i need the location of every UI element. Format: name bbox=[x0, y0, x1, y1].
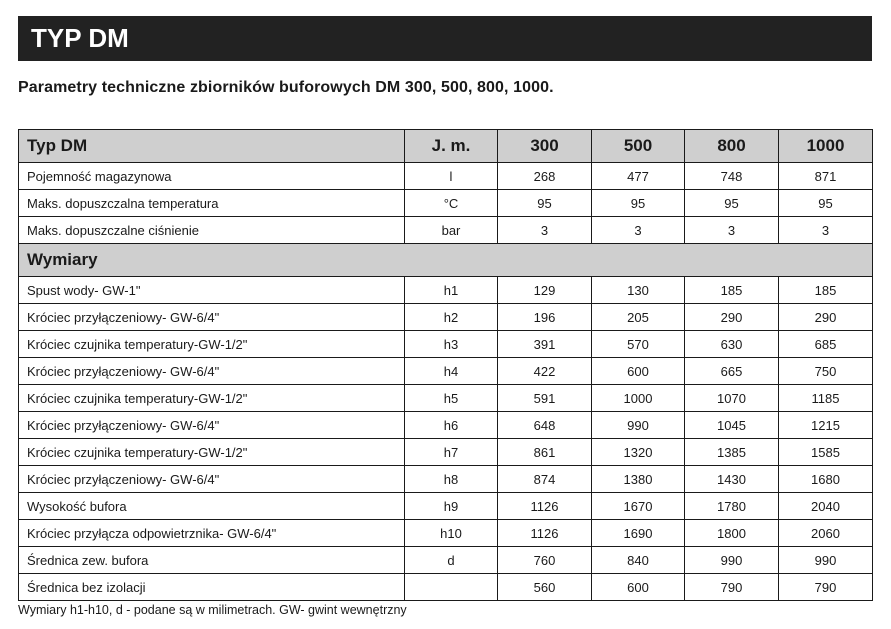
param-name-cell: Króciec czujnika temperatury-GW-1/2" bbox=[19, 331, 405, 358]
value-300-cell: 422 bbox=[498, 358, 592, 385]
value-800-cell: 290 bbox=[685, 304, 779, 331]
value-500-cell: 3 bbox=[592, 217, 685, 244]
param-name-cell: Średnica zew. bufora bbox=[19, 547, 405, 574]
value-1000-cell: 1680 bbox=[779, 466, 873, 493]
column-header: J. m. bbox=[405, 130, 498, 163]
unit-cell bbox=[405, 574, 498, 601]
param-name-cell: Maks. dopuszczalna temperatura bbox=[19, 190, 405, 217]
table-row bbox=[19, 304, 873, 331]
table-row bbox=[19, 493, 873, 520]
value-500-cell: 600 bbox=[592, 358, 685, 385]
value-800-cell: 95 bbox=[685, 190, 779, 217]
spec-table bbox=[18, 129, 873, 601]
param-name-cell: Króciec przyłączeniowy- GW-6/4" bbox=[19, 358, 405, 385]
unit-cell: h5 bbox=[405, 385, 498, 412]
value-800-cell: 1070 bbox=[685, 385, 779, 412]
unit-cell: h3 bbox=[405, 331, 498, 358]
table-row bbox=[19, 439, 873, 466]
unit-cell: h2 bbox=[405, 304, 498, 331]
table-row bbox=[19, 412, 873, 439]
value-300-cell: 1126 bbox=[498, 493, 592, 520]
value-1000-cell: 3 bbox=[779, 217, 873, 244]
value-800-cell: 1800 bbox=[685, 520, 779, 547]
value-500-cell: 600 bbox=[592, 574, 685, 601]
value-1000-cell: 685 bbox=[779, 331, 873, 358]
dims-body bbox=[19, 277, 873, 601]
value-500-cell: 130 bbox=[592, 277, 685, 304]
value-800-cell: 790 bbox=[685, 574, 779, 601]
value-500-cell: 990 bbox=[592, 412, 685, 439]
value-300-cell: 760 bbox=[498, 547, 592, 574]
value-300-cell: 95 bbox=[498, 190, 592, 217]
value-300-cell: 196 bbox=[498, 304, 592, 331]
table-row bbox=[19, 163, 873, 190]
value-800-cell: 630 bbox=[685, 331, 779, 358]
param-name-cell: Króciec przyłączeniowy- GW-6/4" bbox=[19, 466, 405, 493]
param-name-cell: Króciec przyłączeniowy- GW-6/4" bbox=[19, 412, 405, 439]
value-800-cell: 1430 bbox=[685, 466, 779, 493]
unit-cell: h9 bbox=[405, 493, 498, 520]
value-1000-cell: 750 bbox=[779, 358, 873, 385]
unit-cell: l bbox=[405, 163, 498, 190]
value-800-cell: 990 bbox=[685, 547, 779, 574]
value-1000-cell: 871 bbox=[779, 163, 873, 190]
table-row bbox=[19, 331, 873, 358]
value-800-cell: 748 bbox=[685, 163, 779, 190]
param-name-cell: Wysokość bufora bbox=[19, 493, 405, 520]
table-header-row bbox=[19, 130, 873, 163]
value-300-cell: 560 bbox=[498, 574, 592, 601]
column-header: Typ DM bbox=[19, 130, 405, 163]
value-800-cell: 185 bbox=[685, 277, 779, 304]
column-header: 1000 bbox=[779, 130, 873, 163]
value-800-cell: 1045 bbox=[685, 412, 779, 439]
value-1000-cell: 790 bbox=[779, 574, 873, 601]
value-500-cell: 1690 bbox=[592, 520, 685, 547]
table-row bbox=[19, 358, 873, 385]
value-1000-cell: 990 bbox=[779, 547, 873, 574]
value-300-cell: 1126 bbox=[498, 520, 592, 547]
value-1000-cell: 1215 bbox=[779, 412, 873, 439]
value-300-cell: 268 bbox=[498, 163, 592, 190]
value-800-cell: 3 bbox=[685, 217, 779, 244]
value-500-cell: 95 bbox=[592, 190, 685, 217]
table-row bbox=[19, 277, 873, 304]
value-800-cell: 1780 bbox=[685, 493, 779, 520]
value-1000-cell: 2060 bbox=[779, 520, 873, 547]
unit-cell: h7 bbox=[405, 439, 498, 466]
unit-cell: d bbox=[405, 547, 498, 574]
params-body bbox=[19, 163, 873, 244]
unit-cell: h1 bbox=[405, 277, 498, 304]
value-1000-cell: 1185 bbox=[779, 385, 873, 412]
value-300-cell: 129 bbox=[498, 277, 592, 304]
table-row bbox=[19, 466, 873, 493]
param-name-cell: Króciec przyłącza odpowietrznika- GW-6/4" bbox=[19, 520, 405, 547]
table-row bbox=[19, 520, 873, 547]
param-name-cell: Średnica bez izolacji bbox=[19, 574, 405, 601]
unit-cell: bar bbox=[405, 217, 498, 244]
value-500-cell: 840 bbox=[592, 547, 685, 574]
value-300-cell: 648 bbox=[498, 412, 592, 439]
value-300-cell: 391 bbox=[498, 331, 592, 358]
table-row bbox=[19, 574, 873, 601]
value-500-cell: 477 bbox=[592, 163, 685, 190]
value-500-cell: 570 bbox=[592, 331, 685, 358]
subtitle: Parametry techniczne zbiorników buforowych DM 300, 500, 800, 1000. bbox=[18, 79, 554, 96]
value-500-cell: 1320 bbox=[592, 439, 685, 466]
value-300-cell: 3 bbox=[498, 217, 592, 244]
table-row bbox=[19, 547, 873, 574]
value-500-cell: 1670 bbox=[592, 493, 685, 520]
value-1000-cell: 185 bbox=[779, 277, 873, 304]
param-name-cell: Króciec czujnika temperatury-GW-1/2" bbox=[19, 439, 405, 466]
value-500-cell: 1380 bbox=[592, 466, 685, 493]
value-300-cell: 861 bbox=[498, 439, 592, 466]
value-800-cell: 1385 bbox=[685, 439, 779, 466]
column-header: 800 bbox=[685, 130, 779, 163]
section-row bbox=[19, 244, 873, 277]
value-300-cell: 874 bbox=[498, 466, 592, 493]
value-300-cell: 591 bbox=[498, 385, 592, 412]
param-name-cell: Króciec czujnika temperatury-GW-1/2" bbox=[19, 385, 405, 412]
column-header: 500 bbox=[592, 130, 685, 163]
unit-cell: h8 bbox=[405, 466, 498, 493]
value-500-cell: 205 bbox=[592, 304, 685, 331]
table-row bbox=[19, 385, 873, 412]
table-row bbox=[19, 217, 873, 244]
column-header: 300 bbox=[498, 130, 592, 163]
section-label: Wymiary bbox=[19, 244, 873, 277]
footnote: Wymiary h1-h10, d - podane są w milimetrach. GW- gwint wewnętrzny bbox=[18, 603, 407, 617]
section-body bbox=[19, 244, 873, 277]
param-name-cell: Króciec przyłączeniowy- GW-6/4" bbox=[19, 304, 405, 331]
param-name-cell: Maks. dopuszczalne ciśnienie bbox=[19, 217, 405, 244]
page-title: TYP DM bbox=[18, 16, 872, 61]
unit-cell: h4 bbox=[405, 358, 498, 385]
value-800-cell: 665 bbox=[685, 358, 779, 385]
unit-cell: °C bbox=[405, 190, 498, 217]
value-1000-cell: 1585 bbox=[779, 439, 873, 466]
table-row bbox=[19, 190, 873, 217]
param-name-cell: Spust wody- GW-1" bbox=[19, 277, 405, 304]
value-1000-cell: 2040 bbox=[779, 493, 873, 520]
value-1000-cell: 95 bbox=[779, 190, 873, 217]
unit-cell: h10 bbox=[405, 520, 498, 547]
param-name-cell: Pojemność magazynowa bbox=[19, 163, 405, 190]
value-500-cell: 1000 bbox=[592, 385, 685, 412]
value-1000-cell: 290 bbox=[779, 304, 873, 331]
unit-cell: h6 bbox=[405, 412, 498, 439]
